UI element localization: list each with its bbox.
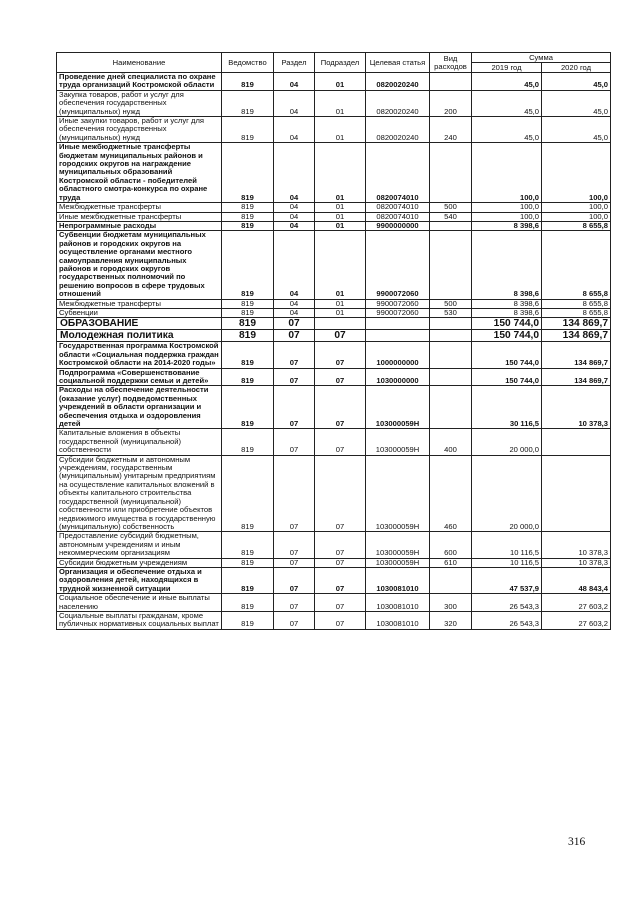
row-section: 07 — [274, 318, 315, 330]
row-target: 1030081010 — [366, 567, 430, 593]
row-sum-2019: 10 116,5 — [472, 558, 542, 567]
table-row — [57, 594, 611, 612]
table-row — [57, 342, 611, 368]
row-section: 07 — [274, 455, 315, 532]
row-sum-2019: 150 744,0 — [472, 318, 542, 330]
table-row — [57, 455, 611, 532]
row-exp-type — [430, 386, 472, 429]
row-sum-2019: 8 398,6 — [472, 221, 542, 230]
table-row — [57, 308, 611, 317]
row-sum-2019: 100,0 — [472, 203, 542, 212]
row-dept: 819 — [222, 429, 274, 455]
row-exp-type — [430, 231, 472, 299]
row-dept: 819 — [222, 231, 274, 299]
row-exp-type — [430, 342, 472, 368]
row-name: Социальные выплаты гражданам, кроме публичных нормативных социальных выплат — [57, 611, 222, 629]
row-dept: 819 — [222, 611, 274, 629]
row-subsection: 07 — [315, 532, 366, 558]
row-name: Субвенции бюджетам муниципальных районов и городских округов на осуществление органами местного самоуправления муниципальных районов и городских округов государственных полномочий по решению вопросов в сфере трудовых отношений — [57, 231, 222, 299]
row-exp-type: 500 — [430, 299, 472, 308]
header-2019: 2019 год — [472, 63, 542, 73]
table-row — [57, 143, 611, 203]
row-dept: 819 — [222, 342, 274, 368]
row-target: 9900072060 — [366, 299, 430, 308]
row-exp-type — [430, 330, 472, 342]
row-dept: 819 — [222, 567, 274, 593]
row-subsection: 07 — [315, 429, 366, 455]
row-sum-2019: 26 543,3 — [472, 594, 542, 612]
table-row — [57, 567, 611, 593]
row-name: Субвенции — [57, 308, 222, 317]
row-target: 0820074010 — [366, 203, 430, 212]
row-subsection: 01 — [315, 73, 366, 91]
row-sum-2019: 100,0 — [472, 143, 542, 203]
row-sum-2020: 8 655,8 — [542, 221, 611, 230]
row-subsection: 07 — [315, 342, 366, 368]
row-exp-type — [430, 368, 472, 386]
row-name: Межбюджетные трансферты — [57, 299, 222, 308]
row-dept: 819 — [222, 318, 274, 330]
row-section: 07 — [274, 342, 315, 368]
row-name: Подпрограмма «Совершенствование социальной поддержки семьи и детей» — [57, 368, 222, 386]
row-name: Проведение дней специалиста по охране труда организаций Костромской области — [57, 73, 222, 91]
row-section: 04 — [274, 143, 315, 203]
row-name: Закупка товаров, работ и услуг для обеспечения государственных (муниципальных) нужд — [57, 90, 222, 116]
row-name: Предоставление субсидий бюджетным, автономным учреждениям и иным некоммерческим организациям — [57, 532, 222, 558]
row-subsection: 07 — [315, 558, 366, 567]
row-sum-2020 — [542, 429, 611, 455]
row-sum-2019: 20 000,0 — [472, 455, 542, 532]
row-exp-type: 530 — [430, 308, 472, 317]
row-target: 0820020240 — [366, 73, 430, 91]
header-section: Раздел — [274, 53, 315, 73]
row-dept: 819 — [222, 455, 274, 532]
row-sum-2019: 8 398,6 — [472, 299, 542, 308]
row-section: 04 — [274, 231, 315, 299]
header-exp-type: Вид расходов — [430, 53, 472, 73]
row-target: 1030000000 — [366, 368, 430, 386]
row-sum-2019: 100,0 — [472, 212, 542, 221]
row-name: Капитальные вложения в объекты государственной (муниципальной) собственности — [57, 429, 222, 455]
row-target: 103000059Н — [366, 455, 430, 532]
row-section: 07 — [274, 429, 315, 455]
row-sum-2019: 150 744,0 — [472, 330, 542, 342]
table-row — [57, 532, 611, 558]
row-subsection: 01 — [315, 212, 366, 221]
row-subsection — [315, 318, 366, 330]
row-name: Молодежная политика — [57, 330, 222, 342]
row-sum-2019: 8 398,6 — [472, 308, 542, 317]
row-sum-2020: 100,0 — [542, 203, 611, 212]
row-sum-2019: 45,0 — [472, 73, 542, 91]
row-sum-2019: 10 116,5 — [472, 532, 542, 558]
row-subsection: 01 — [315, 90, 366, 116]
row-sum-2020: 45,0 — [542, 117, 611, 143]
row-section: 07 — [274, 330, 315, 342]
row-subsection: 07 — [315, 386, 366, 429]
row-subsection: 01 — [315, 231, 366, 299]
row-sum-2020: 27 603,2 — [542, 594, 611, 612]
row-exp-type — [430, 318, 472, 330]
row-exp-type: 240 — [430, 117, 472, 143]
header-2020: 2020 год — [542, 63, 611, 73]
row-subsection: 01 — [315, 299, 366, 308]
table-row — [57, 330, 611, 342]
row-target: 103000059Н — [366, 429, 430, 455]
row-sum-2020: 134 869,7 — [542, 330, 611, 342]
row-dept: 819 — [222, 143, 274, 203]
row-sum-2020: 100,0 — [542, 143, 611, 203]
row-sum-2020: 48 843,4 — [542, 567, 611, 593]
row-dept: 819 — [222, 73, 274, 91]
row-dept: 819 — [222, 212, 274, 221]
row-subsection: 07 — [315, 455, 366, 532]
row-sum-2019: 45,0 — [472, 90, 542, 116]
row-dept: 819 — [222, 90, 274, 116]
row-sum-2020: 10 378,3 — [542, 386, 611, 429]
row-sum-2020: 134 869,7 — [542, 318, 611, 330]
row-exp-type — [430, 73, 472, 91]
row-exp-type — [430, 221, 472, 230]
row-target — [366, 318, 430, 330]
row-sum-2019: 150 744,0 — [472, 368, 542, 386]
row-name: Расходы на обеспечение деятельности (оказание услуг) подведомственных учреждений в области организации и обеспечения отдыха и оздоровления детей — [57, 386, 222, 429]
row-name: ОБРАЗОВАНИЕ — [57, 318, 222, 330]
row-section: 07 — [274, 368, 315, 386]
row-exp-type: 320 — [430, 611, 472, 629]
row-sum-2020: 10 378,3 — [542, 532, 611, 558]
row-section: 07 — [274, 594, 315, 612]
row-name: Социальное обеспечение и иные выплаты населению — [57, 594, 222, 612]
row-exp-type: 610 — [430, 558, 472, 567]
row-dept: 819 — [222, 594, 274, 612]
table-row — [57, 212, 611, 221]
row-target: 0820074010 — [366, 212, 430, 221]
row-exp-type — [430, 567, 472, 593]
row-name: Субсидии бюджетным и автономным учреждениям, государственным (муниципальным) унитарным предприятиям на осуществление капитальных вложений в объекты капитального строительства государственной (муниципальной) собственности или приобретение объектов недвижимого имущества в государственную (муниципальную) собственность — [57, 455, 222, 532]
row-target: 103000059Н — [366, 532, 430, 558]
row-sum-2020: 8 655,8 — [542, 299, 611, 308]
row-sum-2019: 20 000,0 — [472, 429, 542, 455]
row-name: Непрограммные расходы — [57, 221, 222, 230]
table-row — [57, 117, 611, 143]
row-subsection: 01 — [315, 221, 366, 230]
row-sum-2019: 30 116,5 — [472, 386, 542, 429]
row-target: 103000059Н — [366, 558, 430, 567]
row-sum-2019: 47 537,9 — [472, 567, 542, 593]
table-row — [57, 368, 611, 386]
row-dept: 819 — [222, 386, 274, 429]
row-sum-2019: 8 398,6 — [472, 231, 542, 299]
row-name: Государственная программа Костромской области «Социальная поддержка граждан Костромской области на 2014-2020 годы» — [57, 342, 222, 368]
row-subsection: 07 — [315, 567, 366, 593]
row-target: 103000059Н — [366, 386, 430, 429]
row-dept: 819 — [222, 532, 274, 558]
table-row — [57, 203, 611, 212]
row-exp-type — [430, 143, 472, 203]
table-row — [57, 231, 611, 299]
table-row — [57, 90, 611, 116]
row-dept: 819 — [222, 117, 274, 143]
row-exp-type: 600 — [430, 532, 472, 558]
row-sum-2020: 134 869,7 — [542, 342, 611, 368]
row-target: 0820020240 — [366, 117, 430, 143]
row-sum-2020: 8 655,8 — [542, 231, 611, 299]
row-section: 04 — [274, 308, 315, 317]
budget-table — [56, 52, 611, 630]
row-target: 1000000000 — [366, 342, 430, 368]
row-exp-type: 400 — [430, 429, 472, 455]
table-row — [57, 318, 611, 330]
row-dept: 819 — [222, 299, 274, 308]
row-sum-2020: 45,0 — [542, 73, 611, 91]
row-dept: 819 — [222, 330, 274, 342]
row-subsection: 01 — [315, 203, 366, 212]
header-sum: Сумма — [472, 53, 611, 63]
row-dept: 819 — [222, 558, 274, 567]
row-section: 04 — [274, 221, 315, 230]
row-sum-2019: 150 744,0 — [472, 342, 542, 368]
row-name: Иные межбюджетные трансферты — [57, 212, 222, 221]
table-row — [57, 73, 611, 91]
row-sum-2020: 10 378,3 — [542, 558, 611, 567]
row-section: 07 — [274, 567, 315, 593]
row-section: 04 — [274, 212, 315, 221]
row-exp-type: 500 — [430, 203, 472, 212]
row-section: 04 — [274, 73, 315, 91]
row-section: 07 — [274, 611, 315, 629]
row-name: Субсидии бюджетным учреждениям — [57, 558, 222, 567]
table-row — [57, 386, 611, 429]
header-subsection: Подраздел — [315, 53, 366, 73]
row-subsection: 07 — [315, 330, 366, 342]
header-name: Наименование — [57, 53, 222, 73]
row-name: Иные закупки товаров, работ и услуг для обеспечения государственных (муниципальных) нужд — [57, 117, 222, 143]
row-exp-type: 540 — [430, 212, 472, 221]
row-section: 04 — [274, 203, 315, 212]
row-dept: 819 — [222, 221, 274, 230]
row-subsection: 01 — [315, 308, 366, 317]
row-subsection: 01 — [315, 143, 366, 203]
row-section: 07 — [274, 386, 315, 429]
row-target: 9900072060 — [366, 308, 430, 317]
table-row — [57, 611, 611, 629]
row-target: 1030081010 — [366, 611, 430, 629]
row-subsection: 07 — [315, 611, 366, 629]
row-dept: 819 — [222, 203, 274, 212]
row-sum-2020: 134 869,7 — [542, 368, 611, 386]
row-section: 04 — [274, 117, 315, 143]
row-dept: 819 — [222, 308, 274, 317]
row-name: Межбюджетные трансферты — [57, 203, 222, 212]
row-sum-2020: 27 603,2 — [542, 611, 611, 629]
row-target: 0820020240 — [366, 90, 430, 116]
header-dept: Ведомство — [222, 53, 274, 73]
row-dept: 819 — [222, 368, 274, 386]
row-exp-type: 460 — [430, 455, 472, 532]
row-target — [366, 330, 430, 342]
row-sum-2019: 45,0 — [472, 117, 542, 143]
row-target: 0820074010 — [366, 143, 430, 203]
row-section: 04 — [274, 299, 315, 308]
row-subsection: 01 — [315, 117, 366, 143]
page-number: 316 — [568, 836, 586, 848]
row-name: Иные межбюджетные трансферты бюджетам муниципальных районов и городских округов на награждение муниципальных образований Костромской области - победителей областного смотра-конкурса по охране труда — [57, 143, 222, 203]
row-sum-2020: 100,0 — [542, 212, 611, 221]
row-sum-2020: 8 655,8 — [542, 308, 611, 317]
row-sum-2020: 45,0 — [542, 90, 611, 116]
row-exp-type: 300 — [430, 594, 472, 612]
row-sum-2020 — [542, 455, 611, 532]
row-target: 9900072060 — [366, 231, 430, 299]
row-name: Организация и обеспечение отдыха и оздоровления детей, находящихся в трудной жизненной ситуации — [57, 567, 222, 593]
row-exp-type: 200 — [430, 90, 472, 116]
table-body — [57, 73, 611, 630]
row-section: 04 — [274, 90, 315, 116]
table-row — [57, 429, 611, 455]
row-target: 9900000000 — [366, 221, 430, 230]
row-target: 1030081010 — [366, 594, 430, 612]
header-target: Целевая статья — [366, 53, 430, 73]
row-section: 07 — [274, 558, 315, 567]
row-subsection: 07 — [315, 594, 366, 612]
row-subsection: 07 — [315, 368, 366, 386]
row-section: 07 — [274, 532, 315, 558]
row-sum-2019: 26 543,3 — [472, 611, 542, 629]
